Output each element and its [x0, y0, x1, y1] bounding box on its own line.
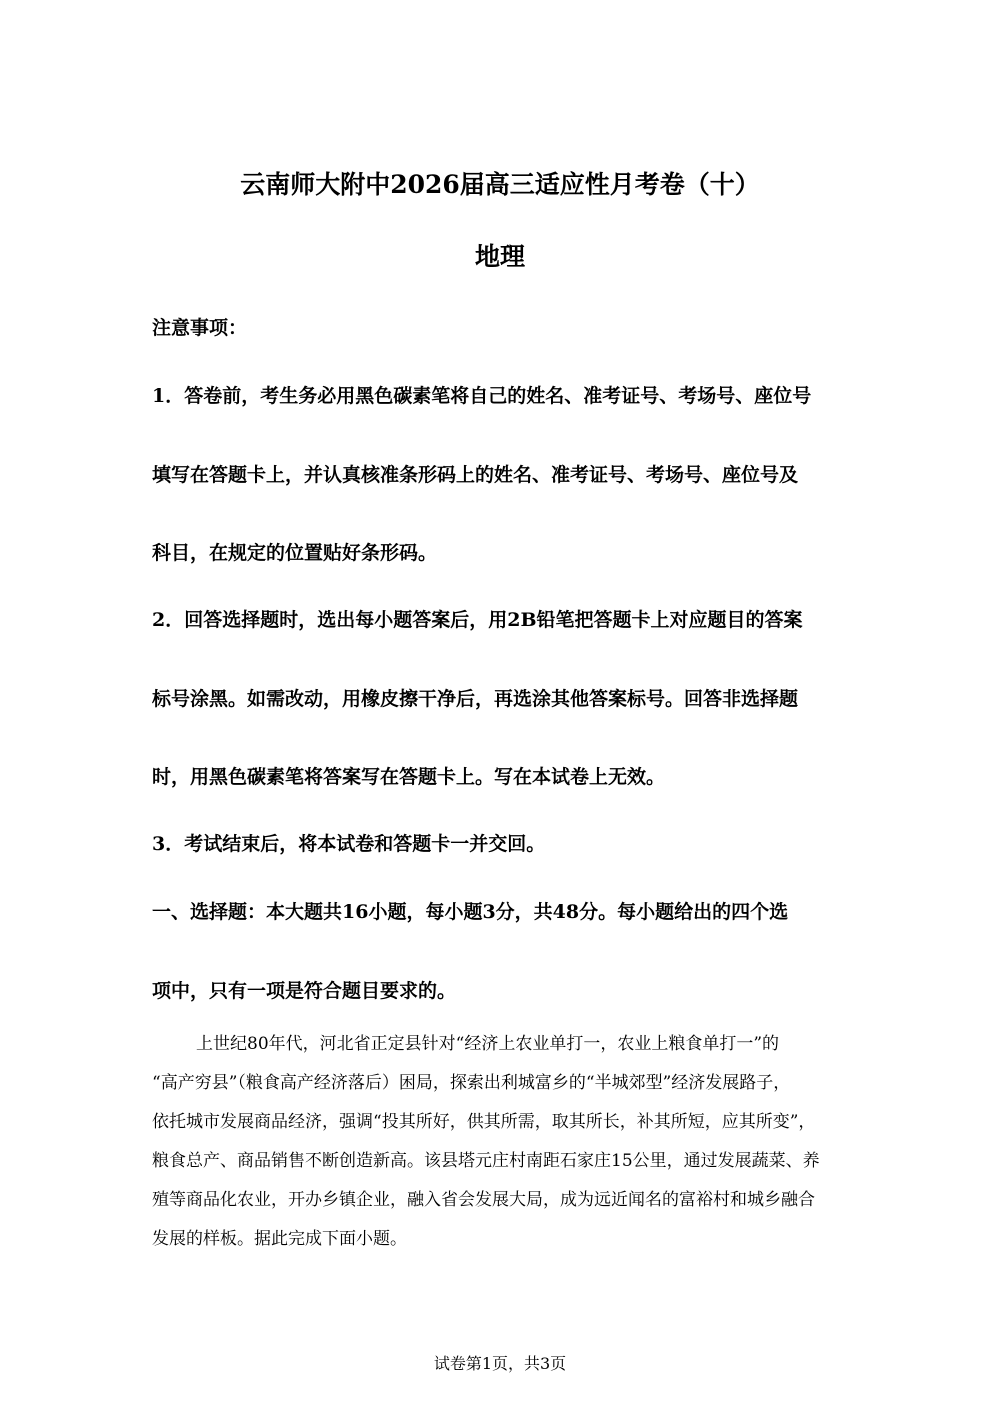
notice-line: 填写在答题卡上，并认真核准条形码上的姓名、准考证号、考场号、座位号及 [152, 464, 799, 486]
notice-line: 3．考试结束后，将本试卷和答题卡一并交回。 [152, 833, 546, 855]
passage-line: 殖等商品化农业，开办乡镇企业，融入省会发展大局，成为远近闻名的富裕村和城乡融合 [152, 1190, 815, 1210]
notice-line: 科目，在规定的位置贴好条形码。 [152, 542, 438, 564]
notice-line: 标号涂黑。如需改动，用橡皮擦干净后，再选涂其他答案标号。回答非选择题 [152, 688, 799, 710]
section-heading-line: 项中，只有一项是符合题目要求的。 [152, 980, 457, 1002]
notice-line: 时，用黑色碳素笔将答案写在答题卡上。写在本试卷上无效。 [152, 766, 666, 788]
page-footer: 试卷第1页，共3页 [433, 1354, 567, 1373]
section-heading-line: 一、选择题：本大题共16小题，每小题3分，共48分。每小题给出的四个选 [152, 901, 789, 923]
notice-heading: 注意事项： [152, 317, 248, 339]
exam-title: 云南师大附中2026届高三适应性月考卷（十） [240, 170, 760, 199]
passage-line: 发展的样板。据此完成下面小题。 [152, 1229, 407, 1249]
passage-line: “高产穷县”（粮食高产经济落后）困局，探索出利城富乡的“半城郊型”经济发展路子， [152, 1073, 791, 1093]
notice-line: 1．答卷前，考生务必用黑色碳素笔将自己的姓名、准考证号、考场号、座位号 [152, 385, 812, 407]
subject-title: 地理 [474, 242, 525, 271]
passage-line: 依托城市发展商品经济，强调“投其所好，供其所需，取其所长，补其所短，应其所变”， [152, 1112, 816, 1132]
passage-line: 上世纪80年代，河北省正定县针对“经济上农业单打一，农业上粮食单打一”的 [196, 1034, 780, 1054]
passage-line: 粮食总产、商品销售不断创造新高。该县塔元庄村南距石家庄15公里，通过发展蔬菜、养 [152, 1151, 820, 1171]
notice-line: 2．回答选择题时，选出每小题答案后，用2B铅笔把答题卡上对应题目的答案 [152, 609, 803, 631]
